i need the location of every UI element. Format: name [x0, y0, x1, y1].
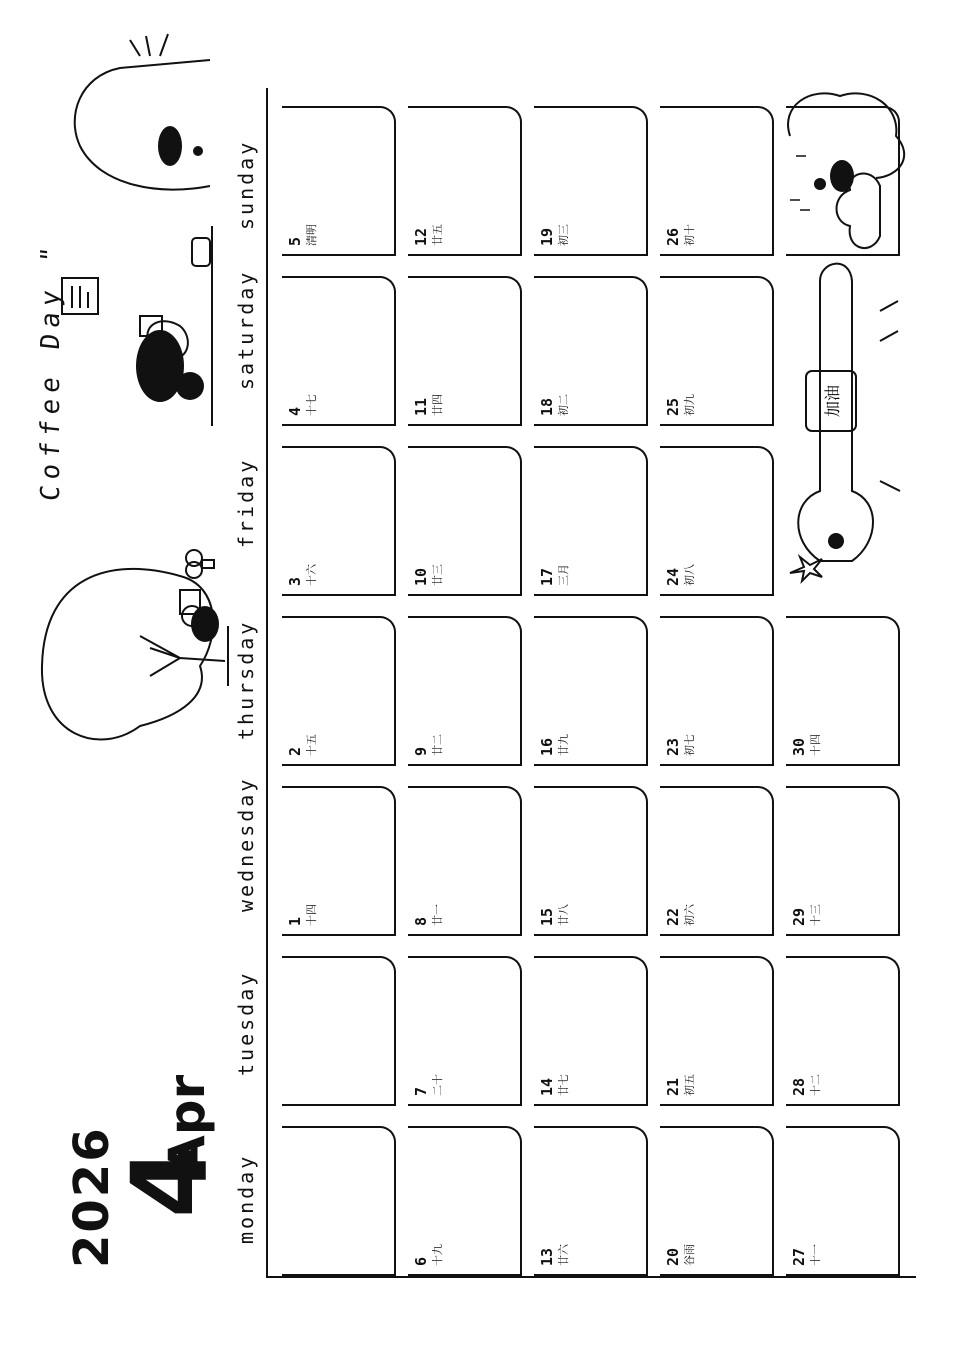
day-cell[interactable]	[282, 1126, 396, 1276]
day-cell[interactable]	[786, 1126, 900, 1276]
lying-dog-illustration	[780, 251, 920, 581]
rain-dog-illustration	[780, 86, 920, 256]
lunar-date: 十五	[305, 734, 318, 756]
lunar-date: 谷雨	[683, 1244, 696, 1266]
day-cell[interactable]	[282, 106, 396, 256]
day-cell[interactable]	[282, 446, 396, 596]
day-cell[interactable]	[534, 1126, 648, 1276]
lunar-date: 廿九	[557, 734, 570, 756]
day-number: 21	[664, 1077, 682, 1096]
day-cell[interactable]	[408, 616, 522, 766]
lunar-date: 三月	[557, 564, 570, 586]
day-number: 13	[538, 1247, 556, 1266]
day-number: 2	[286, 746, 304, 756]
day-cell[interactable]	[408, 1126, 522, 1276]
day-number: 11	[412, 397, 430, 416]
lunar-date: 廿八	[557, 904, 570, 926]
day-number: 4	[286, 406, 304, 416]
day-cell[interactable]	[408, 446, 522, 596]
day-cell[interactable]	[534, 446, 648, 596]
day-number: 16	[538, 737, 556, 756]
month-number: 4	[109, 1145, 231, 1218]
day-cell[interactable]	[534, 786, 648, 936]
lunar-date: 廿六	[557, 1244, 570, 1266]
lunar-date: 廿二	[431, 734, 444, 756]
day-number: 14	[538, 1077, 556, 1096]
flower-icon	[180, 544, 220, 584]
lunar-date: 十一	[809, 1244, 822, 1266]
day-number: 26	[664, 227, 682, 246]
lunar-date: 十四	[809, 734, 822, 756]
day-cell[interactable]	[660, 956, 774, 1106]
lunar-date: 初七	[683, 734, 696, 756]
day-number: 22	[664, 907, 682, 926]
day-cell[interactable]	[408, 106, 522, 256]
lunar-date: 初二	[557, 394, 570, 416]
lunar-date: 初五	[683, 1074, 696, 1096]
day-number: 29	[790, 907, 808, 926]
day-cell[interactable]	[282, 956, 396, 1106]
day-cell[interactable]	[660, 616, 774, 766]
menu-card-icon	[58, 276, 102, 316]
lunar-date: 十六	[305, 564, 318, 586]
weekday-monday: monday	[234, 1153, 258, 1244]
day-number: 25	[664, 397, 682, 416]
lunar-date: 廿三	[431, 564, 444, 586]
day-number: 19	[538, 227, 556, 246]
lunar-date: 廿一	[431, 904, 444, 926]
weekday-friday: friday	[234, 457, 258, 548]
day-number: 7	[412, 1086, 430, 1096]
day-number: 5	[286, 236, 304, 246]
day-cell[interactable]	[660, 276, 774, 426]
day-number: 24	[664, 567, 682, 586]
weekday-tuesday: tuesday	[234, 970, 258, 1076]
lunar-date: 十九	[431, 1244, 444, 1266]
day-number: 17	[538, 567, 556, 586]
lunar-date: 初三	[557, 224, 570, 246]
day-cell[interactable]	[660, 446, 774, 596]
day-number: 1	[286, 916, 304, 926]
day-number: 12	[412, 227, 430, 246]
grid-top-rule	[266, 88, 268, 1278]
day-number: 10	[412, 567, 430, 586]
day-cell[interactable]	[534, 616, 648, 766]
day-cell[interactable]	[660, 786, 774, 936]
day-cell[interactable]	[408, 956, 522, 1106]
lunar-date: 初九	[683, 394, 696, 416]
day-cell[interactable]	[786, 956, 900, 1106]
coffee-dog-illustration	[80, 226, 230, 426]
day-number: 28	[790, 1077, 808, 1096]
day-cell[interactable]	[282, 276, 396, 426]
standing-dog-illustration	[60, 56, 220, 206]
day-number: 3	[286, 576, 304, 586]
lunar-date: 十七	[305, 394, 318, 416]
day-number: 20	[664, 1247, 682, 1266]
weekday-wednesday: wednesday	[234, 776, 258, 912]
day-number: 30	[790, 737, 808, 756]
day-number: 8	[412, 916, 430, 926]
weekday-saturday: saturday	[234, 269, 258, 390]
sign-text: 加油	[823, 384, 842, 418]
lunar-date: 廿四	[431, 394, 444, 416]
day-cell[interactable]	[534, 276, 648, 426]
day-cell[interactable]	[282, 616, 396, 766]
lunar-date: 十二	[809, 1074, 822, 1096]
day-cell[interactable]	[786, 786, 900, 936]
day-cell[interactable]	[660, 106, 774, 256]
day-number: 27	[790, 1247, 808, 1266]
day-number: 9	[412, 746, 430, 756]
day-number: 6	[412, 1256, 430, 1266]
weekday-thursday: thursday	[234, 619, 258, 740]
lunar-date: 廿五	[431, 224, 444, 246]
lunar-date: 十四	[305, 904, 318, 926]
weekday-sunday: sunday	[234, 139, 258, 230]
day-number: 23	[664, 737, 682, 756]
lunar-date: 初十	[683, 224, 696, 246]
day-cell[interactable]	[282, 786, 396, 936]
month-abbr: Apr	[158, 1074, 216, 1174]
coffee-day-title: Coffee Day "	[36, 239, 66, 503]
lunar-date: 廿七	[557, 1074, 570, 1096]
day-cell[interactable]	[534, 956, 648, 1106]
day-number: 18	[538, 397, 556, 416]
lunar-date: 清明	[305, 224, 318, 246]
lunar-date: 初八	[683, 564, 696, 586]
day-number: 15	[538, 907, 556, 926]
day-cell[interactable]	[534, 106, 648, 256]
lunar-date: 初六	[683, 904, 696, 926]
year-title: 2026	[64, 1126, 120, 1268]
day-cell[interactable]	[408, 276, 522, 426]
day-cell[interactable]	[786, 616, 900, 766]
lunar-date: 二十	[431, 1074, 444, 1096]
day-cell[interactable]	[408, 786, 522, 936]
grid-left-rule	[266, 1276, 916, 1278]
lunar-date: 十三	[809, 904, 822, 926]
day-cell[interactable]	[660, 1126, 774, 1276]
